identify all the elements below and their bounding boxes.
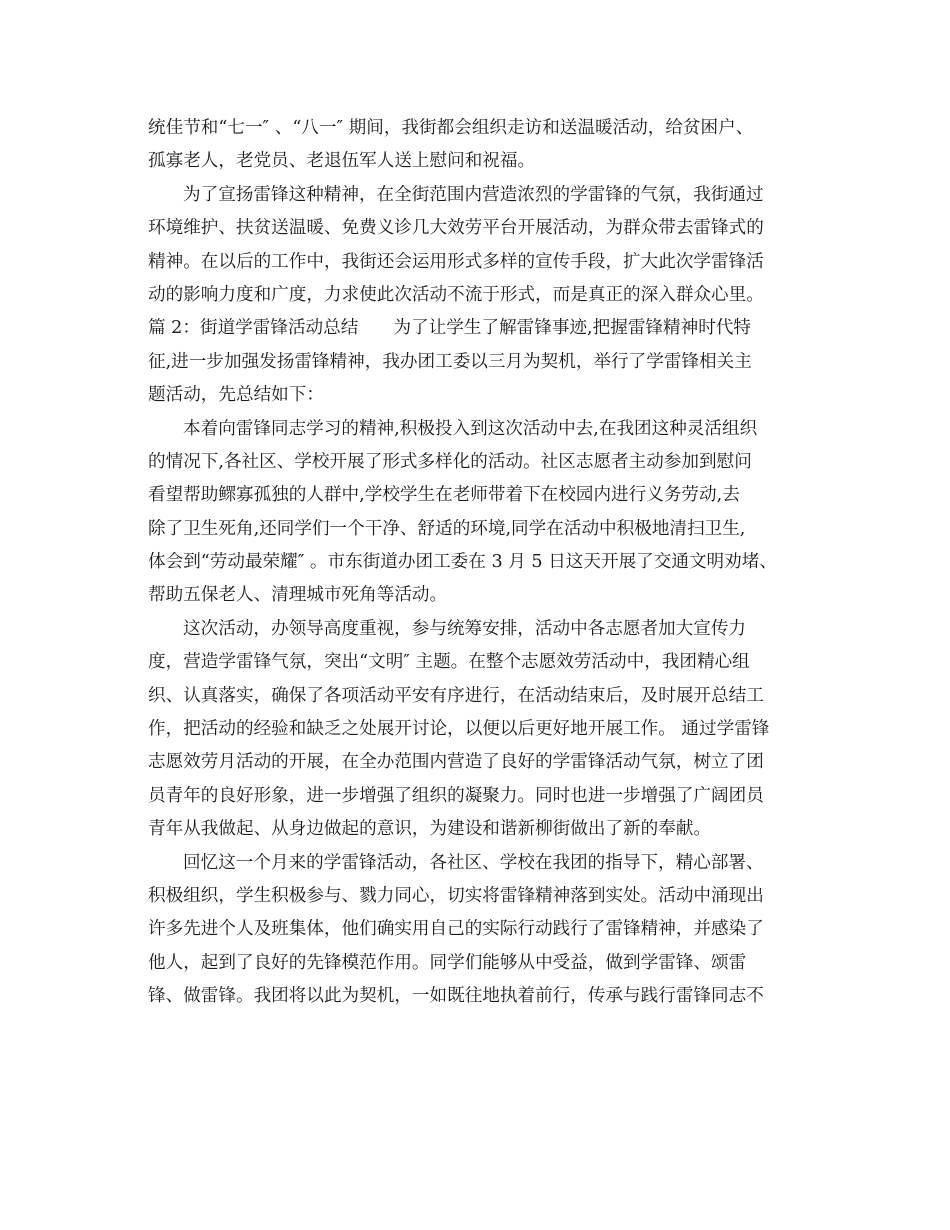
text-line: 孤寡老人，老党员、老退伍军人送上慰问和祝福。 [148, 151, 536, 172]
text-line: 统佳节和“七一″ 、“八一″ 期间，我街都会组织走访和送温暖活动，给贫困户、 [148, 118, 754, 138]
text-line: 题活动，先总结如下： [148, 385, 324, 406]
text-line: 积极组织，学生积极参与、戮力同心，切实将雷锋精神落到实处。活动中涌现出 [148, 885, 764, 906]
paragraph-start-line: 为了宣扬雷锋这种精神，在全街范围内营造浓烈的学雷锋的气氛，我街通过 [183, 184, 764, 205]
text-line: 员青年的良好形象，进一步增强了组织的凝聚力。同时也进一步增强了广阔团员 [148, 785, 764, 806]
text-line: 志愿效劳月活动的开展，在全办范围内营造了良好的学雷锋活动气氛，树立了团 [148, 752, 764, 773]
paragraph-start-line: 回忆这一个月来的学雷锋活动，各社区、学校在我团的指导下，精心部署、 [183, 852, 764, 873]
text-line: 环境维护、扶贫送温暖、免费义诊几大效劳平台开展活动，为群众带去雷锋式的 [148, 218, 764, 239]
text-line: 度，营造学雷锋气氛，突出“文明″ 主题。在整个志愿效劳活动中，我团精心组 [148, 652, 750, 673]
text-line: 精神。在以后的工作中，我街还会运用形式多样的宣传手段，扩大此次学雷锋活 [148, 251, 764, 272]
text-line: 的情况下,各社区、学校开展了形式多样化的活动。社区志愿者主动参加到慰问 [148, 451, 752, 472]
text-line: 锋、做雷锋。我团将以此为契机，一如既往地执着前行，传承与践行雷锋同志不 [148, 986, 764, 1007]
section-heading-line: 篇 2：街道学雷锋活动总结 为了让学生了解雷锋事迹,把握雷锋精神时代特 [148, 318, 751, 339]
text-line: 许多先进个人及班集体，他们确实用自己的实际行动践行了雷锋精神，并感染了 [148, 919, 764, 940]
text-line: 作，把活动的经验和缺乏之处展开讨论，以便以后更好地开展工作。 通过学雷锋 [148, 719, 770, 740]
paragraph-start-line: 本着向雷锋同志学习的精神,积极投入到这次活动中去,在我团这种灵活组织 [183, 418, 758, 439]
text-line: 动的影响力度和广度，力求使此次活动不流于形式，而是真正的深入群众心里。 [148, 284, 764, 305]
text-line: 帮助五保老人、清理城市死角等活动。 [148, 585, 448, 606]
text-line: 除了卫生死角,还同学们一个干净、舒适的环境,同学在活动中积极地清扫卫生, [148, 518, 746, 539]
text-line: 体会到“劳动最荣耀″ 。市东街道办团工委在 3 月 5 日这天开展了交通文明劝堵、 [148, 552, 777, 573]
text-line: 织、认真落实，确保了各项活动平安有序进行，在活动结束后，及时展开总结工 [148, 685, 764, 706]
text-line: 征,进一步加强发扬雷锋精神，我办团工委以三月为契机，举行了学雷锋相关主 [148, 351, 752, 372]
text-line: 看望帮助鳏寡孤独的人群中,学校学生在老师带着下在校园内进行义务劳动,去 [148, 485, 740, 506]
text-line: 青年从我做起、从身边做起的意识，为建设和谐新柳街做出了新的奉献。 [148, 819, 712, 840]
document-page [148, 112, 806, 1014]
paragraph-start-line: 这次活动，办领导高度重视，参与统筹安排，活动中各志愿者加大宣传力 [183, 618, 747, 639]
text-line: 他人，起到了良好的先锋模范作用。同学们能够从中受益，做到学雷锋、颂雷 [148, 952, 747, 973]
